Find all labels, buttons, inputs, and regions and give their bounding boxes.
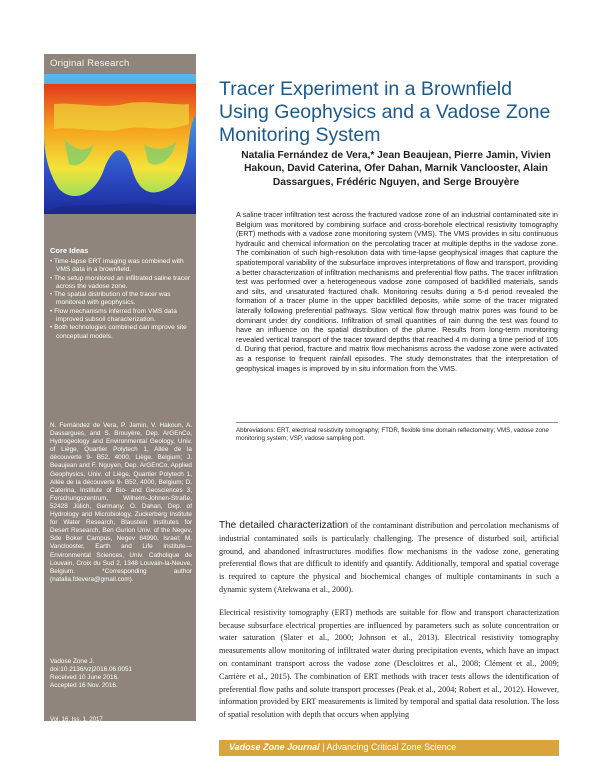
core-idea-item: • The spatial distribution of the tracer was monitored with geophysics. [50, 291, 171, 307]
publisher-address: 5585 Guilford Rd., Madison, WI 53711 USA. [50, 732, 168, 739]
section-tag: Original Research [50, 58, 130, 69]
abstract: A saline tracer infiltration test across the fractured vadose zone of an industrial contaminated site in Belgium was monitored by combining surface and cross-borehole electrical resistivity tomography (ERT) methods with a vadose zone monitoring system (VMS). The VMS provides in situ continuous hydraulic and chemical information on the percolating tracer at multiple depths in the vadose zone. The combination of such high-resolution data with time-lapse geophysical images that capture the spatiotemporal variability of the subsurface improves interpretations of flow and transport, providing a better characterization of infiltration mechanisms and preferential flow paths. The tracer infiltration test was performed over a heterogeneous vadose zone composed of backfilled materials, sands and silts, and unsaturated fractured chalk. Monitoring results during a 5-d period revealed the formation of a tracer plume in the upper backfilled deposits, while some of the tracer migrated laterally following preferential pathways. Slow vertical flow through matrix pores was found to be dominant under dry conditions. Infiltration of small quantities of rain during the test was found to have an influence on the spatial distribution of the plume. Results from long-term monitoring revealed vertical transport of the tracer toward depths that reached 4 m during a time period of 105 d. During that period, fracture and matrix flow mechanisms across the vadose zone were activated as a response to frequent rainfall episodes. The study demonstrates that the interpretation of geophysical images is improved by in situ information from the VMS. [236, 210, 558, 373]
core-idea-item: • The setup monitored an infiltrated saline tracer across the vadose zone. [50, 274, 191, 290]
journal-footer [219, 740, 559, 756]
core-idea-item: • Flow mechanisms inferred from VMS data improved subsoil characterization. [50, 307, 177, 324]
journal-abbrev: Vadose Zone J. [50, 658, 95, 665]
article-body [219, 520, 559, 732]
article-title: Tracer Experiment in a Brownfield Using Geophysics and a Vadose Zone Monitoring System [219, 78, 551, 146]
footer-journal-name: Vadose Zone Journal [229, 742, 320, 752]
author-list: Natalia Fernández de Vera,* Jean Beaujean, Pierre Jamin, Vivien Hakoun, David Caterina, Ofer Dahan, Marnik Vanclooster, Alain Dassargues, Frédéric Nguyen, and Serge Brouyère [241, 150, 551, 188]
footer-tagline: Advancing Critical Zone Science [326, 742, 457, 752]
volume-issue: Vol. 16, Iss. 1, 2017 [50, 717, 103, 723]
copyright-holder: © Soil Science Society of America [50, 724, 141, 731]
sidebar [44, 54, 196, 746]
footer-separator: | [319, 742, 327, 752]
body-paragraph: The detailed characterization of the contaminant distribution and percolation mechanisms of industrial contaminated soils is particularly challenging. The presence of disturbed soil, artificial ground, and abandoned infrastructures modifies flow mechanisms in the vadose zone, generating preferential flows that are difficult to identify and quantify. Additionally, temporal and spatial coverage is required to capture the physical and biochemical changes of multiple contaminants in such a dynamic system (Atekwana et al., 2000). [219, 520, 559, 594]
copyright-block [50, 717, 192, 747]
lead-in: The detailed characterization [219, 520, 349, 531]
author-affiliations: N. Fernández de Vera, P. Jamin, V. Hakoun, A. Dassargues, and S. Brouyère, Dep. ArGEnCo, Hydrogeology and Environmental Geology, Univ. of Liège, Quartier Polytech 1, Allée de la découverte 9- B52, 4000, Liège, Belgium; J. Beaujean and F. Nguyen, Dep. ArGEnCo, Applied Geophysics, Univ. of Liège, Quartier Polytech 1, Allée de la découverte 9- B52, 4000, Belgium; D. Caterina, Institute of Bio- and Geosciences 3, Forschungszentrum, Wilhelm-Johnen-Straße, 52428 Jülich, Germany; O. Dahan, Dep. of Hydrology and Microbiology, Zuckerberg Institute for Water Research, Blaustein Institutes for Desert Research, Ben Gurion Univ. of the Negev, Sde Boker Campus, Negev 84990, Israel; M. Vanclooster, Earth and Life Institute—Environmental Sciences, Univ. Catholique de Louvain, Croix du Sud 2, 1348 Louvain-la-Neuve, Belgium. *Corresponding author (natalia.fdevera@gmail.com). [50, 422, 192, 583]
rights-statement: All rights reserved. [50, 739, 100, 746]
core-idea-item: • Both technologies combined can improve site conceptual models. [50, 324, 187, 340]
body-paragraph: Electrical resistivity tomography (ERT) methods are suitable for flow and transport characterization because subsurface electrical properties are influenced by parameters such as solute concentration or water saturation (Slater et al., 2000; Johnson et al., 2013). Electrical resistivity tomography measurements allow monitoring of infiltrated water during precipitation events, which have an impact on contaminant transport across the vadose zone (Descloitres et al., 2008; Clément et al., 2009; Carrière et al., 2015). The combination of ERT methods with tracer tests allows the identification of preferential flow paths and solute transport processes (Peak et al., 2004; Robert et al., 2012). However, information provided by ERT measurements is limited by temporal and spatial data resolution. The loss of spatial resolution with depth that occurs when applying [219, 607, 559, 720]
abbreviations: Abbreviations: ERT, electrical resistivity tomography; FTDR, flexible time domain reflectometry; VMS, vadose zone monitoring system; VSP, vadose sampling port. [236, 422, 558, 443]
received-date: Received 10 June 2016. [50, 674, 119, 682]
core-ideas-title: Core Ideas [50, 246, 89, 255]
core-ideas-list [50, 258, 192, 341]
cover-resistivity-image [44, 74, 196, 214]
accepted-date: Accepted 16 Nov. 2016. [50, 682, 118, 690]
article-meta [50, 658, 192, 690]
core-idea-item: • Time-lapse ERT imaging was combined with VMS data in a brownfield. [50, 258, 184, 274]
doi: doi:10.2136/vzj2016.06.0051 [50, 666, 133, 674]
